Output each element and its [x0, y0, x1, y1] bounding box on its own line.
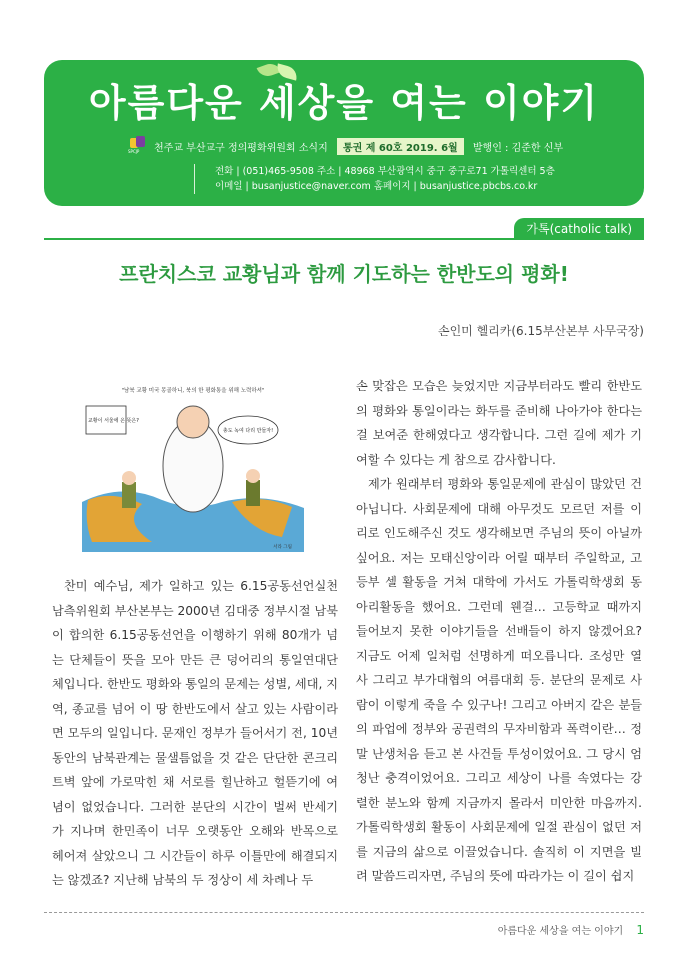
cartoon-credit: 서라 그림 [273, 545, 292, 550]
newsletter-title: 아름다운 세상을 여는 이야기 [88, 80, 600, 125]
cartoon-illustration [82, 382, 304, 552]
contact-line-1: 전화 | (051)465-9508 주소 | 48968 부산광역시 중구 중구로71 가톨릭센터 5층 [215, 166, 555, 177]
masthead [44, 60, 644, 206]
paragraph: 제가 원래부터 평화와 통일문제에 관심이 많았던 건 아닙니다. 사회문제에 대해 아무것도 모르던 저를 이리로 인도해주신 것도 생각해보면 주님의 뜻이 아닐까 싶어요. 저는 모태신앙이라 어릴 때부터 주일학교, 고등부 셀 활동을 거쳐 대학에 가서도 가톨릭학생회 동아리활동을 했어요. 그런데 웬걸… 고등학교 때까지 들어보지 못한 이야기들을 선배들이 하지 않겠어요? 지금도 어제 일처럼 선명하게 떠오릅니다. 조성만 열사 그리고 부가대협의 여름대회 등. 분단의 문제로 사람이 이렇게 죽을 수 있구나! 그리고 아버지 같은 분들의 파업에 정부와 공권력의 무자비함과 폭력이란… 정말 난생처음 듣고 본 사건들 투성이었어요. 그 당시 엄청난 충격이었어요. 그리고 세상이 나를 속였다는 강렬한 분노와 함께 지금까지 몰라서 미안한 마음까지. 가톨릭학생회 활동이 사회문제에 일절 관심이 없던 저를 지금의 삶으로 이끌었습니다. 솔직히 이 지면을 빌려 말씀드리자면, 주님의 뜻에 따라가는 이 길이 쉽지 [356, 477, 642, 883]
cartoon-caption: "남북 교황 미국 몽골하니, 북의 한 평화통을 위해 노력하셔" [121, 388, 265, 394]
left-bubble-text: 교황이 서울에 온 뜻은? [88, 418, 139, 424]
section-tag: 가톡(catholic talk) [514, 218, 644, 239]
article-headline: 프란치스코 교황님과 함께 기도하는 한반도의 평화! [119, 262, 569, 286]
page-footer [498, 922, 644, 937]
contact-line-2: 이메일 | busanjustice@naver.com 홈페이지 | busanjustice.pbcbs.co.kr [215, 181, 538, 192]
logo-text: SPCJP [128, 149, 140, 154]
issue-badge: 통권 제 60호 2019. 6월 [337, 138, 464, 155]
publisher: 천주교 부산교구 정의평화위원회 소식지 [154, 143, 328, 154]
paragraph: 손 맞잡은 모습은 늦었지만 지금부터라도 빨리 한반도의 평화와 통일이라는 화두를 준비해 나아가야 한다는 걸 보여준 한해였다고 생각합니다. 그런 길에 제가 기여할 수 있다는 게 참으로 감사합니다. [356, 379, 642, 467]
column-2 [356, 374, 642, 889]
spcjp-logo [130, 136, 146, 152]
article-author: 손인미 헬리카(6.15부산본부 사무국장) [437, 324, 644, 338]
column-1 [52, 574, 338, 893]
paragraph: 찬미 예수님, 제가 일하고 있는 6.15공동선언실천 남측위원회 부산본부는 2000년 김대중 정부시절 남북이 합의한 6.15공동선언을 이행하기 위해 80개가 넘는 단체들이 뜻을 모아 만든 큰 덩어리의 통일연대단체입니다. 한반도 평화와 통일의 문제는 성별, 세대, 지역, 종교를 넘어 이 땅 한반도에서 살고 있는 사람이라면 모두의 일입니다. 문재인 정부가 들어서기 전, 10년 동안의 남북관계는 물샐틈없을 것 같은 단단한 콘크리트벽 앞에 가로막힌 채 서로를 힐난하고 헐뜯기에 여념이 없었습니다. 그러한 분단의 시간이 벌써 반세기가 지나며 한민족이 너무 오랫동안 오해와 반목으로 헤어져 살았으니 그 시간들이 하루 이틀만에 해결되지는 않겠죠? 지난해 남북의 두 정상이 세 차례나 두 [52, 579, 338, 887]
right-bubble-text: 총도 녹여 다리 만들자! [222, 428, 274, 434]
issuer: 발행인 : 김준한 신부 [472, 143, 564, 154]
publication-info [154, 138, 563, 155]
footer-divider [44, 912, 644, 913]
footer-title: 아름다운 세상을 여는 이야기 [497, 926, 624, 937]
contact-info [194, 164, 555, 194]
page-number: 1 [636, 923, 644, 937]
